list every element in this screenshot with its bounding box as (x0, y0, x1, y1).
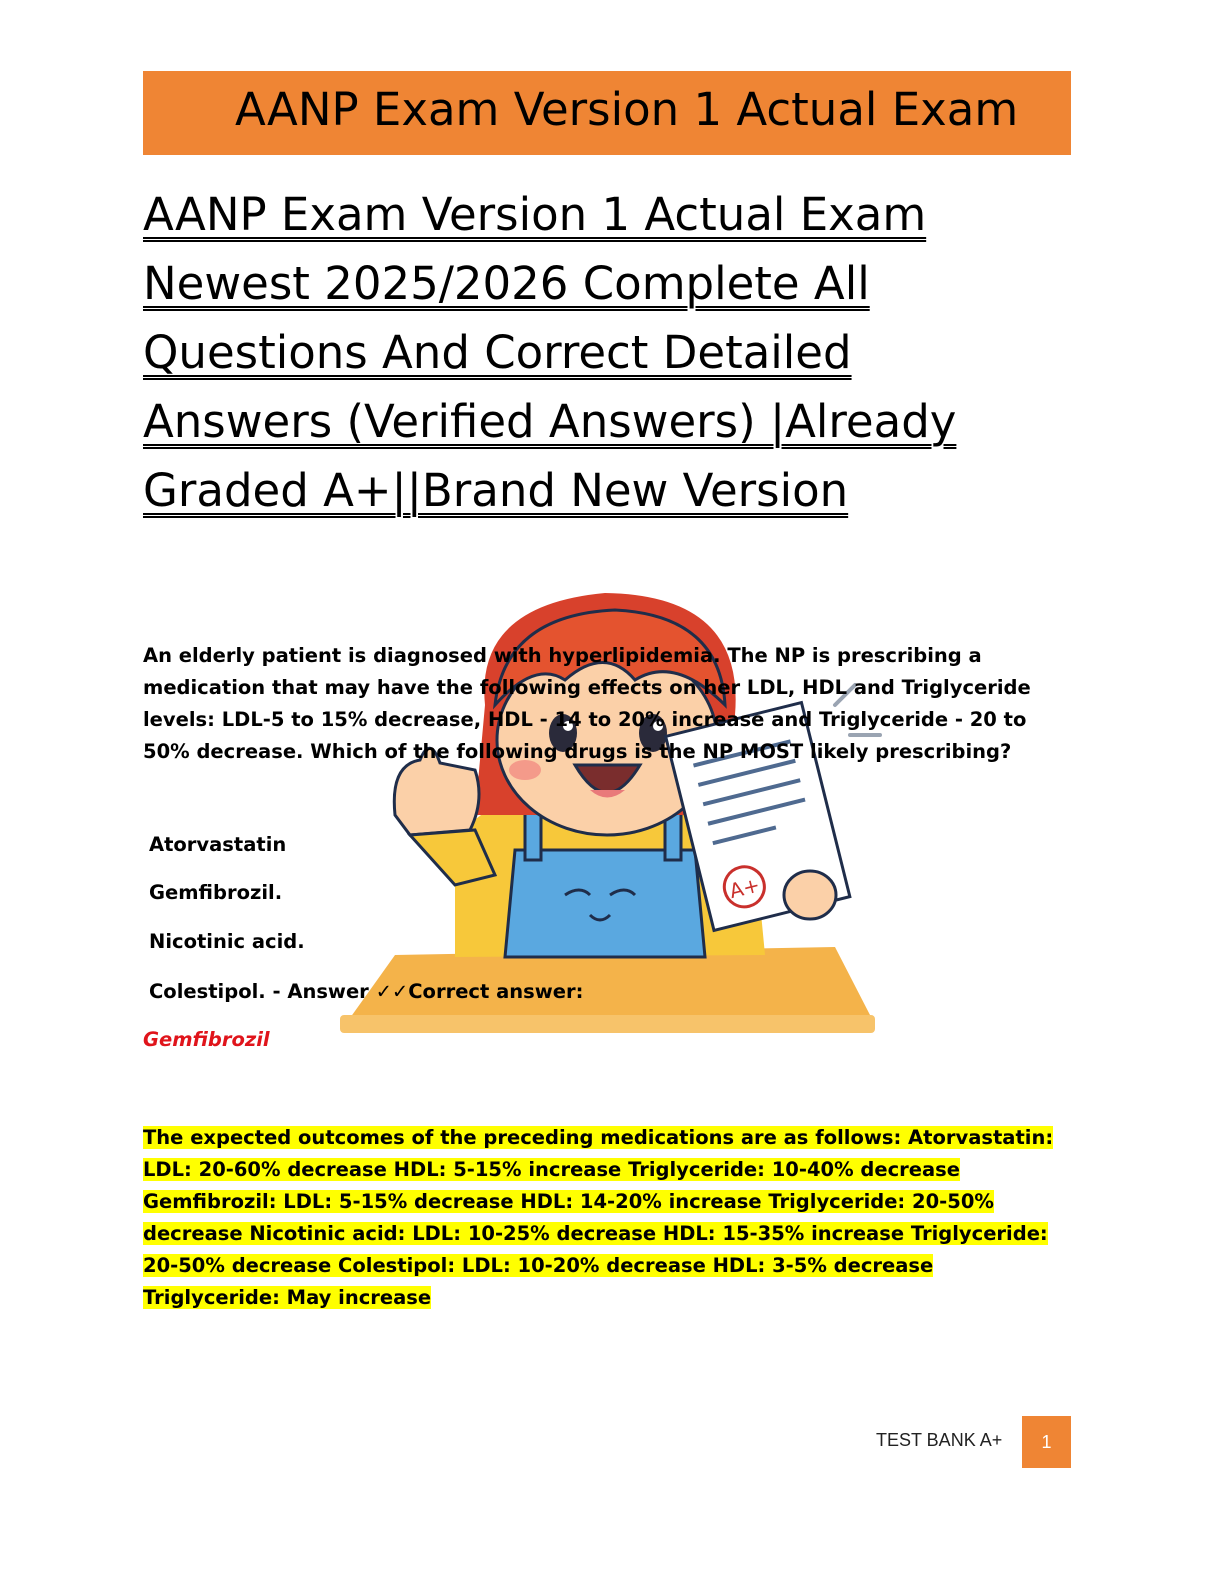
question-line: medication that may have the following effects on her LDL, HDL and Triglyceride (143, 676, 1031, 699)
question-text (143, 640, 1073, 768)
option-nicotinic-acid: Nicotinic acid. (149, 930, 305, 953)
explanation-line: Triglyceride: May increase (143, 1286, 432, 1309)
grade-mark: A+ (726, 872, 763, 904)
explanation-block (143, 1122, 1078, 1314)
title-line: AANP Exam Version 1 Actual Exam (143, 188, 927, 241)
title-line: Answers (Verified Answers) |Already (143, 395, 957, 448)
title-line: Questions And Correct Detailed (143, 326, 852, 379)
question-line: An elderly patient is diagnosed with hyperlipidemia. The NP is prescribing a (143, 644, 982, 667)
explanation-line: LDL: 20-60% decrease HDL: 5-15% increase Triglyceride: 10-40% decrease (143, 1158, 961, 1181)
explanation-line: The expected outcomes of the preceding medications are as follows: Atorvastatin: (143, 1126, 1054, 1149)
explanation-line: decrease Nicotinic acid: LDL: 10-25% decrease HDL: 15-35% increase Triglyceride: (143, 1222, 1048, 1245)
banner-title: AANP Exam Version 1 Actual Exam (235, 83, 1019, 136)
title-line: Newest 2025/2026 Complete All (143, 257, 870, 310)
desk-edge (340, 1015, 875, 1033)
correct-answer: Gemfibrozil (143, 1028, 270, 1051)
explanation-line: Gemfibrozil: LDL: 5-15% decrease HDL: 14-20% increase Triglyceride: 20-50% (143, 1190, 994, 1213)
question-line: 50% decrease. Which of the following drugs is the NP MOST likely prescribing? (143, 740, 1012, 763)
title-line: Graded A+||Brand New Version (143, 464, 849, 517)
footer-label: TEST BANK A+ (876, 1430, 1003, 1450)
header-banner (143, 71, 1071, 155)
option-gemfibrozil: Gemfibrozil. (149, 881, 283, 904)
option-atorvastatin: Atorvastatin (149, 833, 287, 856)
document-title (143, 180, 1083, 525)
explanation-line: 20-50% decrease Colestipol: LDL: 10-20% decrease HDL: 3-5% decrease (143, 1254, 934, 1277)
question-line: levels: LDL-5 to 15% decrease, HDL - 14 to 20% increase and Triglyceride - 20 to (143, 708, 1027, 731)
option-colestipol: Colestipol. - Answer ✓✓Correct answer: (149, 980, 584, 1003)
hand-right (784, 871, 836, 919)
overalls (505, 850, 705, 957)
page-number: 1 (1022, 1416, 1071, 1468)
